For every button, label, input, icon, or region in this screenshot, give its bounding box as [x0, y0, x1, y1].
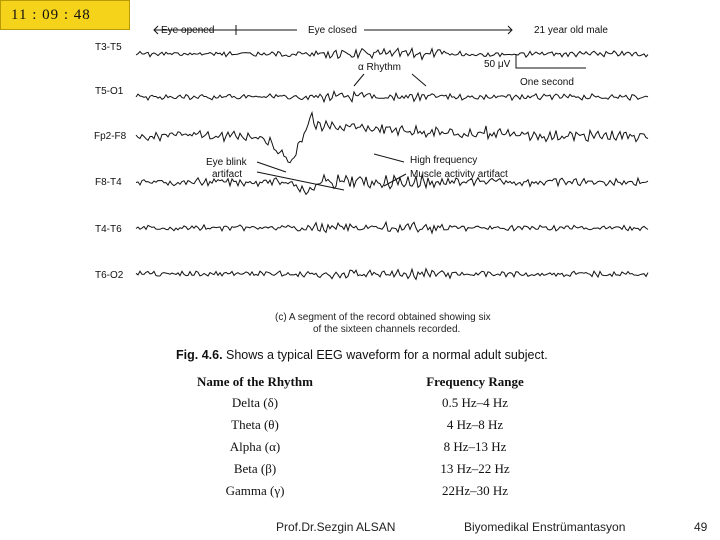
- eeg-trace: [136, 91, 648, 101]
- eye-blink-label-2: artifact: [212, 169, 243, 180]
- eeg-trace: [136, 269, 648, 280]
- figure-title: [176, 348, 548, 362]
- table-row: [180, 481, 550, 503]
- table-row: [180, 415, 550, 437]
- channel-label: T3-T5: [95, 42, 122, 53]
- column-header: Frequency Range: [426, 374, 524, 389]
- channel-label: F8-T4: [95, 177, 122, 188]
- eye-closed-label: Eye closed: [308, 25, 357, 36]
- rhythm-name: Alpha (α): [229, 439, 281, 454]
- footer-course: Biyomedikal Enstrümantasyon: [464, 520, 626, 534]
- table-row: [180, 459, 550, 481]
- amplitude-scale-label: 50 μV: [484, 59, 511, 70]
- muscle-artifact-label: Muscle activity artifact: [410, 169, 508, 180]
- eye-blink-label: Eye blink: [206, 157, 247, 168]
- table-row: [180, 393, 550, 415]
- page-number: 49: [694, 520, 708, 534]
- frequency-range: 4 Hz–8 Hz: [446, 417, 504, 432]
- eeg-trace: [136, 48, 648, 59]
- rhythm-name: Theta (θ): [231, 417, 279, 432]
- figure-caption: [275, 312, 491, 336]
- eye-opened-label: Eye opened: [161, 25, 215, 36]
- footer-author: Prof.Dr.Sezgin ALSAN: [276, 520, 396, 534]
- figure-title-text: Shows a typical EEG waveform for a normal adult subject.: [222, 348, 548, 362]
- subject-label: 21 year old male: [534, 25, 608, 36]
- rhythm-name: Gamma (γ): [225, 483, 285, 498]
- rhythm-name: Delta (δ): [231, 395, 279, 410]
- eeg-trace: [136, 113, 648, 163]
- slide-timer: 11 : 09 : 48: [0, 0, 130, 30]
- column-header: Name of the Rhythm: [197, 374, 313, 389]
- table-header-row: [180, 372, 550, 393]
- channel-label: T5-O1: [95, 86, 124, 97]
- channel-label: Fp2-F8: [94, 131, 127, 142]
- caption-line: (c) A segment of the record obtained showing six: [275, 312, 491, 323]
- rhythm-table: [180, 372, 550, 503]
- rhythm-name: Beta (β): [233, 461, 277, 476]
- caption-line: of the sixteen channels recorded.: [313, 324, 461, 335]
- table-row: [180, 437, 550, 459]
- alpha-rhythm-label: α Rhythm: [358, 62, 402, 73]
- frequency-range: 22Hz–30 Hz: [441, 483, 509, 498]
- frequency-range: 13 Hz–22 Hz: [440, 461, 510, 476]
- channel-label: T6-O2: [95, 270, 124, 281]
- channel-label: T4-T6: [95, 224, 122, 235]
- high-frequency-label: High frequency: [410, 155, 478, 166]
- frequency-range: 8 Hz–13 Hz: [443, 439, 507, 454]
- frequency-range: 0.5 Hz–4 Hz: [441, 395, 509, 410]
- figure-number: Fig. 4.6.: [176, 348, 223, 362]
- time-scale-label: One second: [520, 77, 574, 88]
- eeg-trace: [136, 222, 648, 233]
